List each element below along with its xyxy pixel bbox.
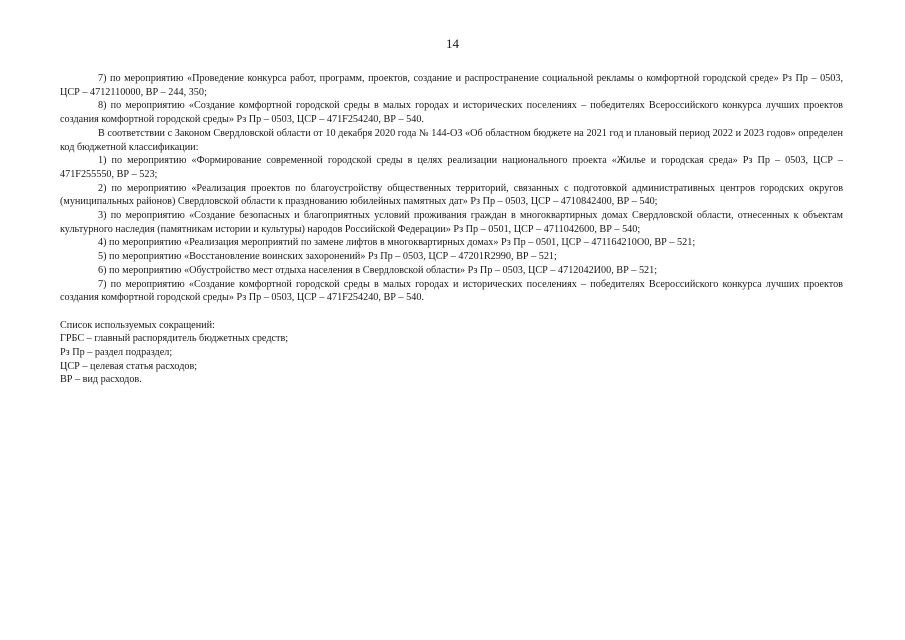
paragraph-item-6: 6) по мероприятию «Обустройство мест отдыха населения в Свердловской области» Рз Пр – 0503, ЦСР – 4712042И00, ВР – 521; (98, 264, 658, 276)
document-body (60, 72, 843, 387)
page-number: 14 (446, 36, 459, 51)
paragraph-item-1: 1) по мероприятию «Формирование современной городской среды в целях реализации национального проекта «Жилье и городская среда» Рз Пр – 0503, ЦСР – 471F255550, ВР – 523; (60, 155, 843, 180)
paragraph-item-4: 4) по мероприятию «Реализация мероприятий по замене лифтов в многоквартирных домах» Рз Пр – 0501, ЦСР – 471164210О0, ВР – 521; (98, 237, 696, 249)
paragraph-law-reference: В соответствии с Законом Свердловской области от 10 декабря 2020 года № 144-ОЗ «Об областном бюджете на 2021 год и плановый период 2022 и 2023 годов» определен код бюджетной классификации: (60, 127, 843, 153)
paragraph-item-7-outreach: 7) по мероприятию «Проведение конкурса работ, программ, проектов, создание и распространение социальной рекламы о комфортной городской среде» Рз Пр – 0503, ЦСР – 4712110000, ВР – 244, 350; (60, 73, 843, 98)
paragraph-item-8-small-towns: 8) по мероприятию «Создание комфортной городской среды в малых городах и исторических поселениях – победителях Всероссийского конкурса лучших проектов создания комфортной городской среды» Рз Пр – 0503, ЦСР – 471F254240, ВР – 540. (60, 100, 843, 126)
paragraph-item-5: 5) по мероприятию «Восстановление воинских захоронений» Рз Пр – 0503, ЦСР – 47201R2990, ВР – 521; (98, 251, 557, 263)
abbreviations-list (60, 319, 843, 388)
abbreviation-item: ВР – вид расходов. (60, 374, 142, 386)
abbreviation-item: Рз Пр – раздел подраздел; (60, 347, 173, 359)
paragraph-item-2: 2) по мероприятию «Реализация проектов по благоустройству общественных территорий, связанных с подготовкой административных центров городских округов (муниципальных районов) Свердловской области к празднованию юбилейных памятных дат» Рз Пр – 0503, ЦСР – 4710842400, ВР – 540; (60, 182, 843, 208)
abbreviation-item: ГРБС – главный распорядитель бюджетных средств; (60, 333, 289, 345)
abbreviation-item: ЦСР – целевая статья расходов; (60, 360, 198, 372)
abbreviations-heading: Список используемых сокращений: (60, 319, 215, 331)
paragraph-item-3: 3) по мероприятию «Создание безопасных и благоприятных условий проживания граждан в многоквартирных домах Свердловской области, отнесенных к объектам культурного наследия (памятникам истории и культуры) народов Российской Федерации» Рз Пр – 0501, ЦСР – 4711042600, ВР – 540; (60, 210, 843, 235)
paragraph-item-7: 7) по мероприятию «Создание комфортной городской среды в малых городах и исторических поселениях – победителях Всероссийского конкурса лучших проектов создания комфортной городской среды» Рз Пр – 0503, ЦСР – 471F254240, ВР – 540. (60, 278, 843, 304)
